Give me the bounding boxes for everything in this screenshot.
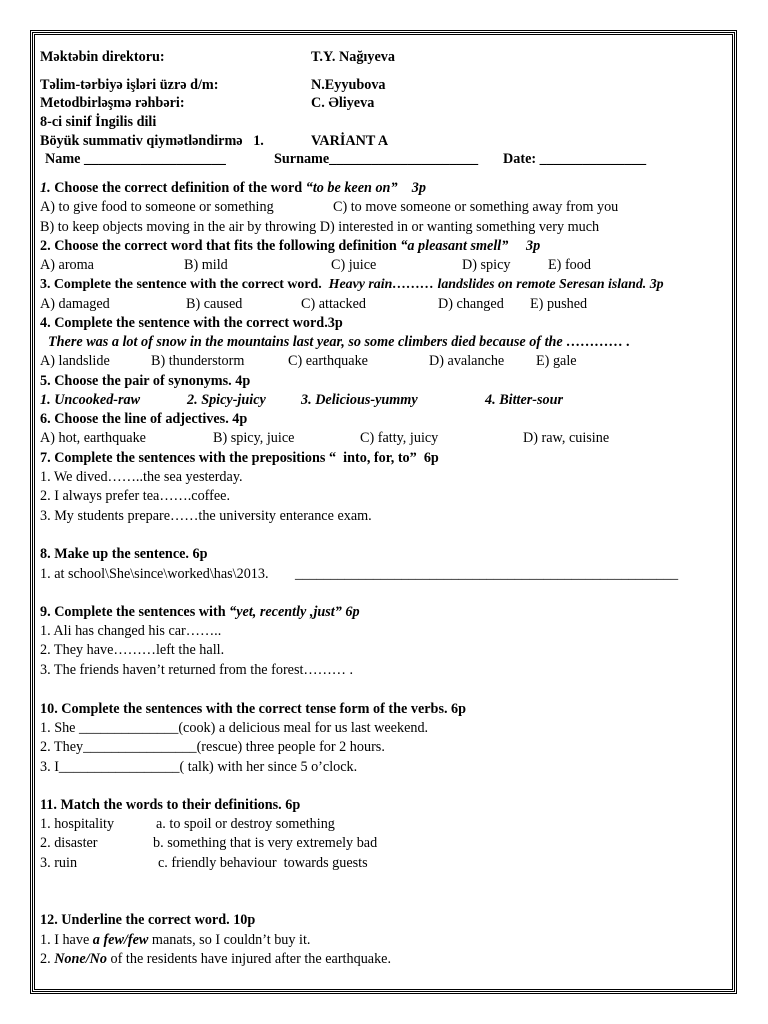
q6-option-a: A) hot, earthquake	[40, 430, 146, 446]
question-1-term: “to be keen on” 3p	[305, 180, 426, 196]
q1-option-a: A) to give food to someone or something	[40, 199, 274, 215]
q6-option-d: D) raw, cuisine	[523, 430, 610, 446]
q8-sentence-1: 1. at school\She\since\worked\has\2013.	[40, 566, 269, 582]
surname-field: Surname_____________________	[274, 151, 479, 167]
q4-option-b: B) thunderstorm	[151, 353, 245, 369]
q4-option-e: E) gale	[536, 353, 577, 369]
q7-sentence-3: 3. My students prepare……the university enterance exam.	[40, 508, 372, 524]
q3-option-c: C) attacked	[301, 296, 366, 312]
question-1-number: 1.	[40, 180, 51, 196]
director-label: Məktəbin direktoru:	[40, 49, 165, 65]
q11-word-3: 3. ruin	[40, 855, 78, 871]
q11-definition-c: c. friendly behaviour towards guests	[158, 855, 368, 871]
question-9	[40, 603, 360, 622]
q5-pair-1: 1. Uncooked-raw	[40, 392, 141, 408]
q5-pair-3: 3. Delicious-yummy	[301, 392, 418, 408]
q9-sentence-1: 1. Ali has changed his car……..	[40, 623, 222, 639]
method-name: C. Əliyeva	[311, 95, 375, 111]
grade-line: 8-ci sinif İngilis dili	[40, 114, 157, 130]
question-1-text: Choose the correct definition of the word	[50, 180, 306, 196]
q10-sentence-1: 1. She ______________(cook) a delicious meal for us last weekend.	[40, 720, 429, 736]
question-2	[40, 237, 540, 256]
q12-sentence-2-start: 2.	[40, 951, 55, 967]
deputy-label: Təlim-tərbiyə işləri üzrə d/m:	[40, 77, 219, 93]
question-3-sentence: Heavy rain……… landslides on remote Seresan island. 3p	[328, 277, 664, 292]
exam-title: Böyük summativ qiymətləndirmə 1.	[40, 133, 264, 149]
q3-option-a: A) damaged	[40, 296, 110, 312]
q10-sentence-2: 2. They________________(rescue) three people for 2 hours.	[40, 739, 385, 755]
question-1	[40, 179, 426, 198]
q12-sentence-1-end: manats, so I couldn’t buy it.	[148, 932, 311, 948]
q4-option-d: D) avalanche	[429, 353, 505, 369]
q3-option-d: D) changed	[438, 296, 504, 312]
question-9-text: 9. Complete the sentences with	[40, 604, 230, 620]
q5-pair-2: 2. Spicy-juicy	[187, 392, 266, 408]
question-10: 10. Complete the sentences with the correct tense form of the verbs. 6p	[40, 701, 467, 717]
director-name: T.Y. Nağıyeva	[311, 49, 395, 65]
q1-options-b-d: B) to keep objects moving in the air by throwing D) interested in or wanting something very much	[40, 219, 600, 235]
q4-option-a: A) landslide	[40, 353, 110, 369]
question-11: 11. Match the words to their definitions. 6p	[40, 797, 301, 813]
q2-option-d: D) spicy	[462, 257, 511, 273]
q2-option-e: E) food	[548, 257, 591, 273]
q7-sentence-2: 2. I always prefer tea…….coffee.	[40, 488, 230, 504]
q9-sentence-2: 2. They have………left the hall.	[40, 642, 225, 658]
question-4-sentence: There was a lot of snow in the mountains last year, so some climbers died because of the ………… .	[48, 334, 631, 350]
q11-word-1: 1. hospitality	[40, 816, 115, 832]
q3-option-b: B) caused	[186, 296, 243, 312]
q1-option-c: C) to move someone or something away from you	[333, 199, 619, 215]
variant-label: VARİANT A	[311, 133, 389, 149]
q12-sentence-1-choice: a few/few	[92, 932, 149, 948]
q2-option-c: C) juice	[331, 257, 377, 273]
q9-sentence-3: 3. The friends haven’t returned from the forest……… .	[40, 662, 354, 678]
question-4: 4. Complete the sentence with the correct word.3p	[40, 315, 343, 331]
q11-definition-b: b. something that is very extremely bad	[153, 835, 378, 851]
question-3	[40, 275, 664, 294]
q3-option-e: E) pushed	[530, 296, 588, 312]
question-6: 6. Choose the line of adjectives. 4p	[40, 411, 248, 427]
q6-option-b: B) spicy, juice	[213, 430, 295, 446]
q2-option-b: B) mild	[184, 257, 228, 273]
q6-option-c: C) fatty, juicy	[360, 430, 439, 446]
deputy-name: N.Eyyubova	[311, 77, 386, 93]
q10-sentence-3: 3. I_________________( talk) with her since 5 o’clock.	[40, 759, 358, 775]
q11-word-2: 2. disaster	[40, 835, 98, 851]
q12-sentence-1	[40, 931, 310, 950]
q12-sentence-1-start: 1. I have	[40, 932, 93, 948]
q12-sentence-2-end: of the residents have injured after the earthquake.	[107, 951, 392, 967]
question-5: 5. Choose the pair of synonyms. 4p	[40, 373, 251, 389]
name-field: Name ____________________	[45, 151, 226, 167]
question-9-words: “yet, recently ,just” 6p	[229, 604, 360, 620]
q7-sentence-1: 1. We dived……..the sea yesterday.	[40, 469, 243, 485]
q12-sentence-2-choice: None/No	[54, 951, 107, 967]
question-7: 7. Complete the sentences with the prepositions “ into, for, to” 6p	[40, 450, 439, 466]
question-3-text: 3. Complete the sentence with the correct word.	[40, 277, 329, 292]
q8-answer-line: ______________________________________________________	[295, 566, 679, 582]
q2-option-a: A) aroma	[40, 257, 94, 273]
q11-definition-a: a. to spoil or destroy something	[156, 816, 335, 832]
method-label: Metodbirləşmə rəhbəri:	[40, 95, 185, 111]
date-field: Date: _______________	[503, 151, 647, 167]
question-2-term: “a pleasant smell” 3p	[400, 238, 541, 254]
question-12: 12. Underline the correct word. 10p	[40, 912, 256, 928]
question-2-text: 2. Choose the correct word that fits the following definition	[40, 238, 401, 254]
q5-pair-4: 4. Bitter-sour	[485, 392, 564, 408]
q12-sentence-2	[40, 950, 391, 969]
q4-option-c: C) earthquake	[288, 353, 368, 369]
question-8: 8. Make up the sentence. 6p	[40, 546, 208, 562]
